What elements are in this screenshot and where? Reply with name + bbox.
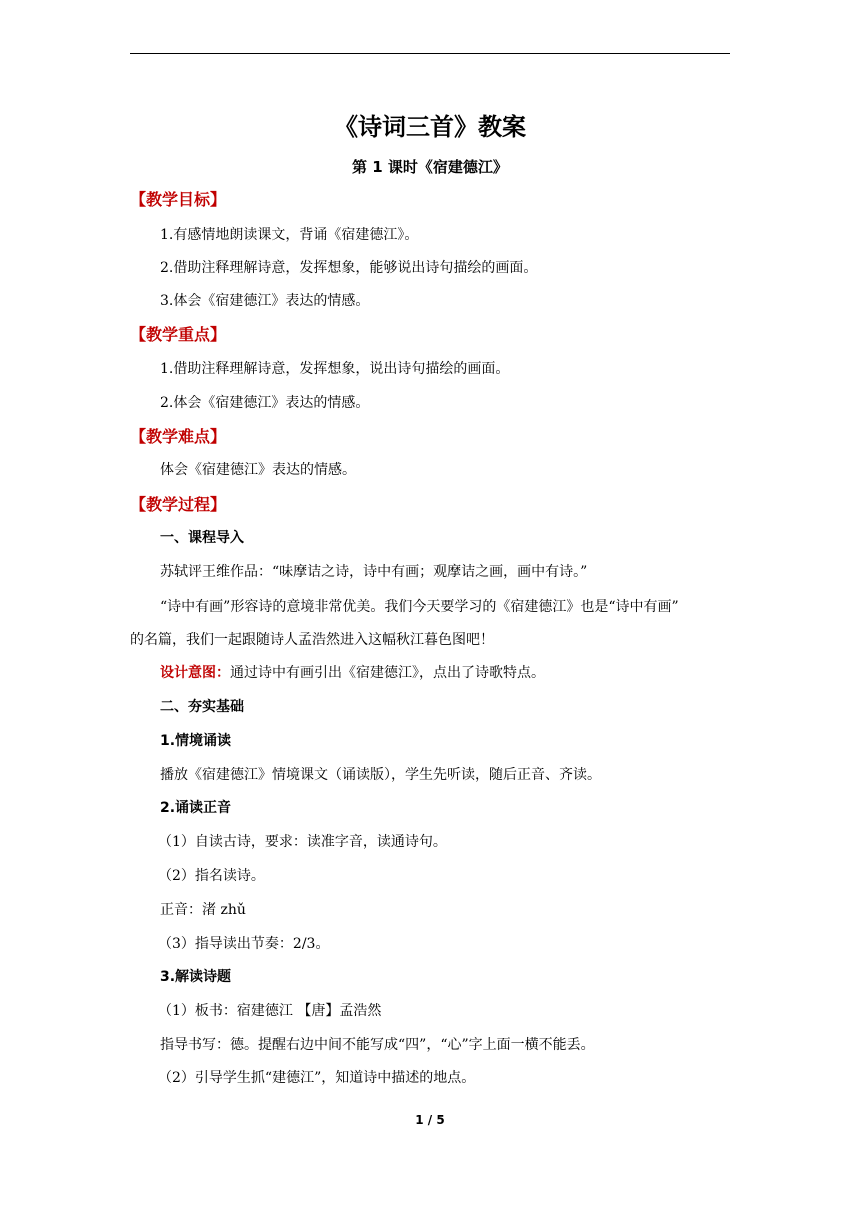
sub-heading: 3.解读诗题	[160, 969, 232, 985]
page-number: 1 / 5	[415, 1113, 445, 1127]
document-title: 《诗词三首》教案	[334, 113, 526, 141]
design-intent	[160, 663, 545, 683]
section-heading-process: 【教学过程】	[130, 495, 227, 514]
focus-item: 1.借助注释理解诗意，发挥想象，说出诗句描绘的画面。	[160, 361, 510, 377]
list-item: （2）指名读诗。	[158, 868, 265, 884]
section-heading-focus: 【教学重点】	[130, 325, 227, 344]
goal-item: 2.借助注释理解诗意，发挥想象，能够说出诗句描绘的画面。	[160, 260, 538, 276]
paragraph: 播放《宿建德江》情境课文（诵读版），学生先听读，随后正音、齐读。	[160, 767, 601, 783]
design-intent-label: 设计意图：	[160, 665, 230, 681]
section-heading-difficulty: 【教学难点】	[130, 427, 227, 446]
part-heading-intro: 一、课程导入	[160, 530, 244, 546]
goal-item: 3.体会《宿建德江》表达的情感。	[160, 293, 370, 309]
focus-item: 2.体会《宿建德江》表达的情感。	[160, 395, 370, 411]
header-rule	[130, 53, 730, 54]
difficulty-item: 体会《宿建德江》表达的情感。	[160, 462, 356, 478]
section-heading-goals: 【教学目标】	[130, 190, 227, 209]
list-item: 指导书写：德。提醒右边中间不能写成“四”，“心”字上面一横不能丢。	[160, 1037, 595, 1053]
list-item: （1）板书：宿建德江 【唐】孟浩然	[158, 1003, 382, 1019]
goal-item: 1.有感情地朗读课文，背诵《宿建德江》。	[160, 227, 419, 243]
paragraph-continuation: 的名篇，我们一起跟随诗人孟浩然进入这幅秋江暮色图吧！	[130, 632, 494, 648]
list-item: 正音：渚 zhǔ	[160, 902, 246, 918]
lesson-subtitle: 第 1 课时《宿建德江》	[352, 158, 508, 176]
part-heading-basics: 二、夯实基础	[160, 699, 244, 715]
list-item: （3）指导读出节奏：2/3。	[158, 936, 330, 952]
sub-heading: 2.诵读正音	[160, 800, 232, 816]
list-item: （1）自读古诗，要求：读准字音，读通诗句。	[158, 834, 447, 850]
paragraph: “诗中有画”形容诗的意境非常优美。我们今天要学习的《宿建德江》也是“诗中有画”	[160, 599, 679, 615]
paragraph: 苏轼评王维作品：“味摩诘之诗，诗中有画；观摩诘之画，画中有诗。”	[160, 564, 588, 580]
list-item: （2）引导学生抓“建德江”，知道诗中描述的地点。	[158, 1070, 476, 1086]
design-intent-text: 通过诗中有画引出《宿建德江》，点出了诗歌特点。	[230, 665, 545, 681]
sub-heading: 1.情境诵读	[160, 733, 232, 749]
